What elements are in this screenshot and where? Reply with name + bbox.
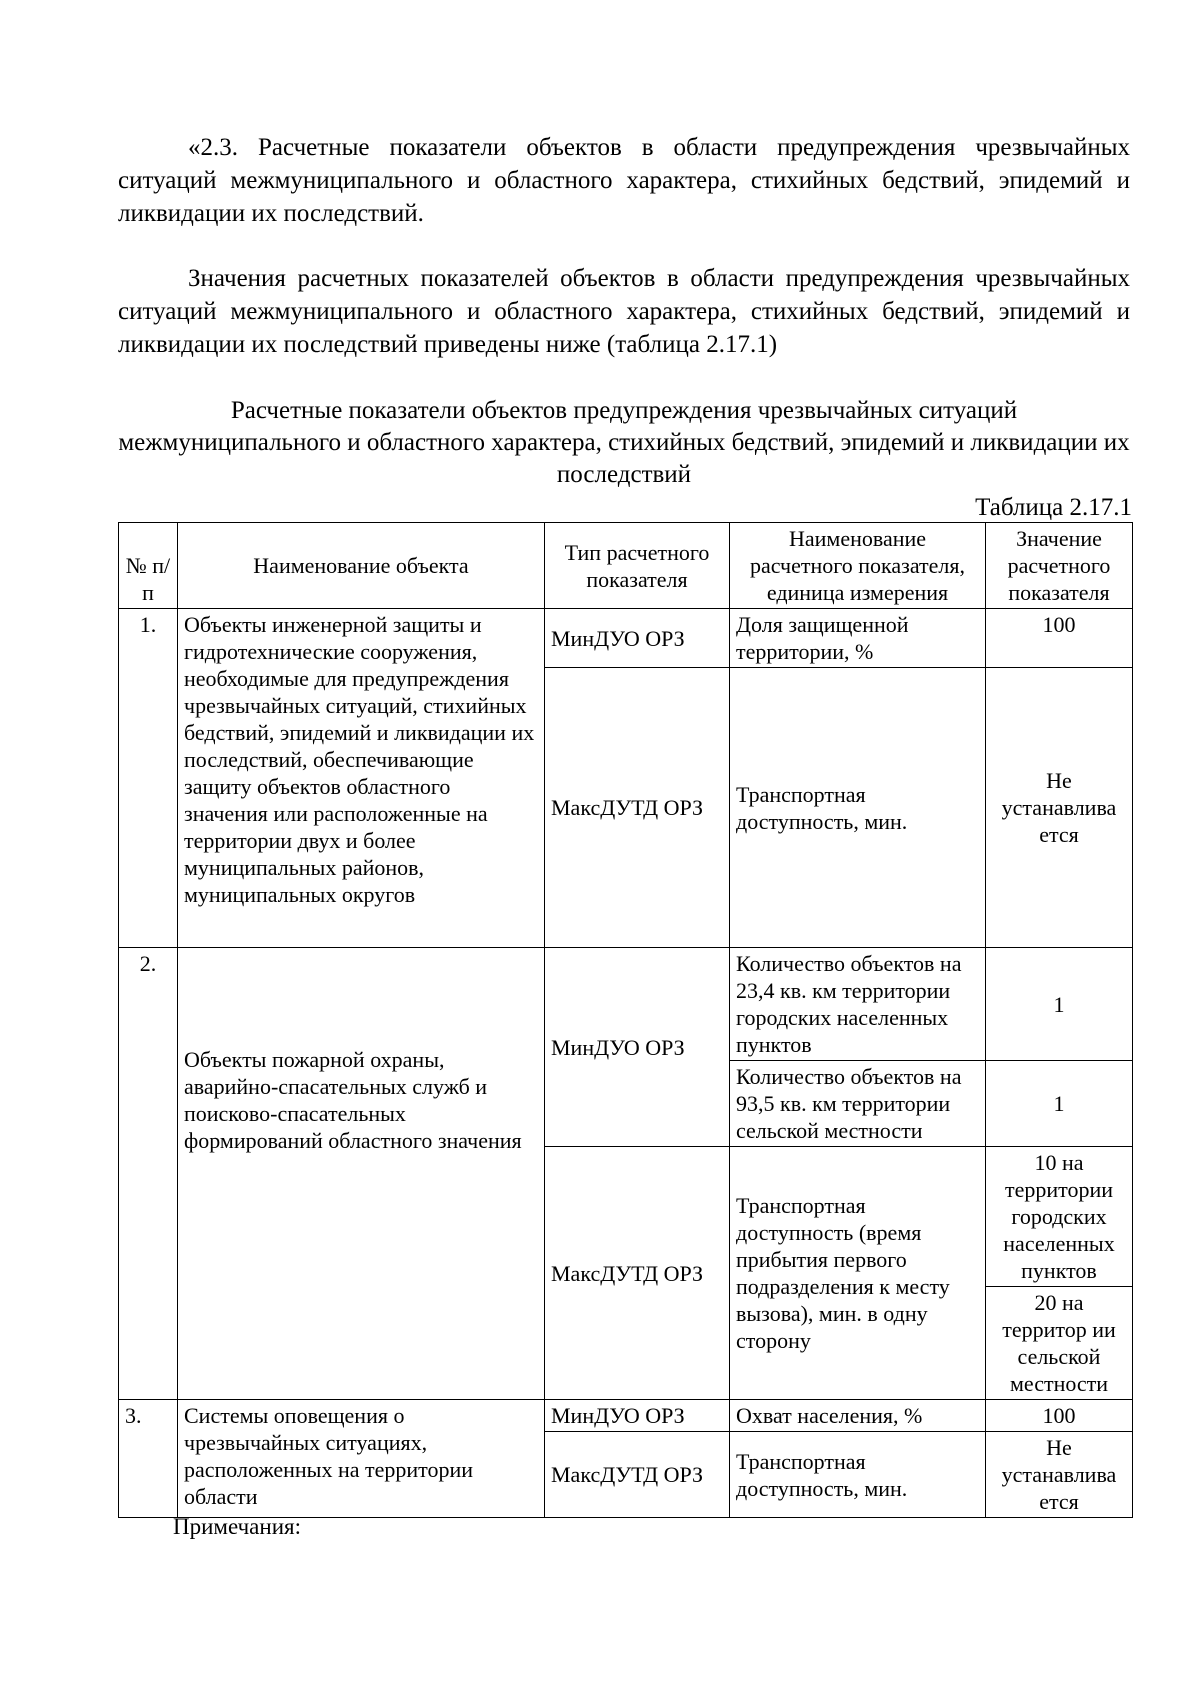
row-3-value-min: 100	[986, 1400, 1133, 1432]
row-3-indicator-max: Транспортная доступность, мин.	[730, 1432, 986, 1518]
intro-paragraph-2: Значения расчетных показателей объектов в области предупреждения чрезвычайных ситуаций межмуниципального и областного характера, стихийных бедствий, эпидемий и ликвидации их последствий приведены ниже (таблица 2.17.1)	[118, 265, 1130, 358]
header-value: Значение расчетного показателя	[986, 523, 1133, 609]
row-1-object: Объекты инженерной защиты и гидротехнические сооружения, необходимые для предупреждения чрезвычайных ситуаций, стихийных бедствий, эпидемий и ликвидации их последствий, обеспечивающие защиту объектов областного значения или расположенные на территории двух и более муниципальных районов, муниципальных округов	[178, 609, 545, 948]
row-2-type-max: МаксДУТД ОРЗ	[545, 1147, 730, 1400]
row-2-indicator-max: Транспортная доступность (время прибытия первого подразделения к месту вызова), мин. в одну сторону	[730, 1147, 986, 1400]
row-2-value-max-urban: 10 на территории городских населенных пунктов	[986, 1147, 1133, 1287]
table-row	[119, 1400, 1133, 1432]
row-2-value-max-rural: 20 на территор ии сельской местности	[986, 1287, 1133, 1400]
row-2-type-min: МинДУО ОРЗ	[545, 948, 730, 1147]
row-2-value-min-1: 1	[986, 948, 1133, 1061]
table-title: Расчетные показатели объектов предупреждения чрезвычайных ситуаций межмуниципального и областного характера, стихийных бедствий, эпидемий и ликвидации их последствий	[118, 397, 1130, 488]
row-3-object: Системы оповещения о чрезвычайных ситуациях, расположенных на территории области	[178, 1400, 545, 1518]
row-1-value-min: 100	[986, 609, 1133, 668]
header-num: № п/п	[119, 523, 178, 609]
row-1-type-max: МаксДУТД ОРЗ	[545, 668, 730, 948]
header-type: Тип расчетного показателя	[545, 523, 730, 609]
row-3-type-max: МаксДУТД ОРЗ	[545, 1432, 730, 1518]
row-1-indicator-min: Доля защищенной территории, %	[730, 609, 986, 668]
table-header-row	[119, 523, 1133, 609]
row-3-type-min: МинДУО ОРЗ	[545, 1400, 730, 1432]
row-3-value-max: Не устанавлива ется	[986, 1432, 1133, 1518]
table-row	[119, 948, 1133, 1061]
row-1-type-min: МинДУО ОРЗ	[545, 609, 730, 668]
intro-paragraph-1: «2.3. Расчетные показатели объектов в области предупреждения чрезвычайных ситуаций межмуниципального и областного характера, стихийных бедствий, эпидемий и ликвидации их последствий.	[118, 134, 1130, 227]
notes-label: Примечания:	[173, 1514, 301, 1539]
row-3-num: 3.	[119, 1400, 178, 1518]
table-label: Таблица 2.17.1	[975, 494, 1132, 521]
row-2-object: Объекты пожарной охраны, аварийно-спасательных служб и поисково-спасательных формирований областного значения	[178, 948, 545, 1400]
row-3-indicator-min: Охват населения, %	[730, 1400, 986, 1432]
table-row	[119, 609, 1133, 668]
header-object: Наименование объекта	[178, 523, 545, 609]
row-1-indicator-max: Транспортная доступность, мин.	[730, 668, 986, 948]
row-2-indicator-min-2: Количество объектов на 93,5 кв. км территории сельской местности	[730, 1061, 986, 1147]
row-2-value-min-2: 1	[986, 1061, 1133, 1147]
row-2-indicator-min-1: Количество объектов на 23,4 кв. км территории городских населенных пунктов	[730, 948, 986, 1061]
row-1-num: 1.	[119, 609, 178, 948]
indicators-table	[118, 522, 1133, 1518]
row-1-value-max: Не устанавлива ется	[986, 668, 1133, 948]
row-2-num: 2.	[119, 948, 178, 1400]
header-indicator: Наименование расчетного показателя, единица измерения	[730, 523, 986, 609]
